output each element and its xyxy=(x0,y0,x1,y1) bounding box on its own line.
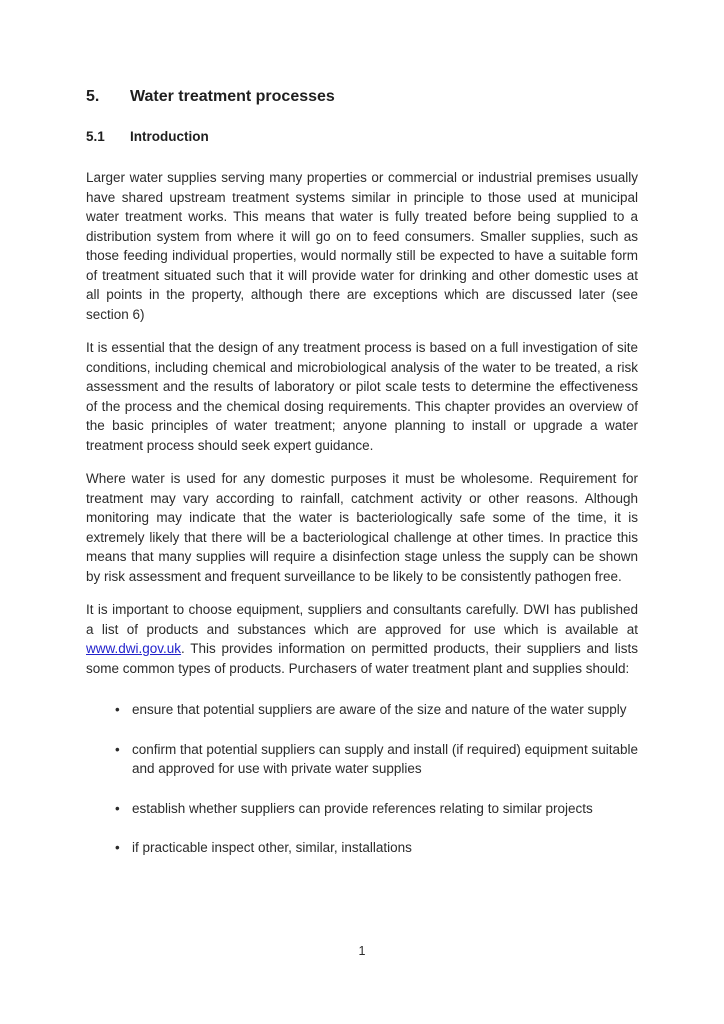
page-number: 1 xyxy=(358,944,366,958)
paragraph-text-after-link: . This provides information on permitted products, their suppliers and lists some common types of products. Purchasers of water treatment plant and supplies should: xyxy=(86,641,638,676)
list-item: • establish whether suppliers can provide references relating to similar projects xyxy=(115,799,638,819)
paragraph-design-investigation: It is essential that the design of any treatment process is based on a full investigation of site conditions, including chemical and microbiological analysis of the water to be treated, a risk assessment and the results of laboratory or pilot scale tests to determine the effectiveness of the process and the chemical dosing requirements. This chapter provides an overview of the basic principles of water treatment; anyone planning to install or upgrade a water treatment process should seek expert guidance. xyxy=(86,340,638,453)
section-title: Water treatment processes xyxy=(130,88,335,105)
section-number: 5. xyxy=(86,88,100,105)
list-item: • if practicable inspect other, similar, installations xyxy=(115,838,638,858)
subsection-heading xyxy=(86,128,638,146)
list-item: • confirm that potential suppliers can supply and install (if required) equipment suitable and approved for use with private water supplies xyxy=(115,740,638,779)
paragraph-wholesome-requirement: Where water is used for any domestic purposes it must be wholesome. Requirement for treatment may vary according to rainfall, catchment activity or other reasons. Although monitoring may indicate that the water is bacteriologically safe some of the time, it is extremely likely that there will be a bacteriological challenge at other times. In practice this means that many supplies will require a disinfection stage unless the supply can be shown by risk assessment and frequent surveillance to be likely to be consistently pathogen free. xyxy=(86,471,638,584)
paragraph-text-before-link: It is important to choose equipment, suppliers and consultants carefully. DWI has published a list of products and substances which are approved for use which is available at xyxy=(86,602,638,637)
supplier-checklist xyxy=(86,700,638,858)
section-heading xyxy=(86,86,638,108)
subsection-title: Introduction xyxy=(130,129,209,144)
list-item: • ensure that potential suppliers are aware of the size and nature of the water supply xyxy=(115,700,638,720)
dwi-website-link[interactable]: www.dwi.gov.uk xyxy=(86,641,182,656)
subsection-number: 5.1 xyxy=(86,129,105,144)
paragraph-equipment-suppliers xyxy=(86,600,638,678)
paragraph-larger-supplies: Larger water supplies serving many properties or commercial or industrial premises usually have shared upstream treatment systems similar in principle to those used at municipal water treatment works. This means that water is fully treated before being supplied to a distribution system from where it will go on to feed consumers. Smaller supplies, such as those feeding individual properties, would normally still be expected to have a suitable form of treatment situated such that it will provide water for drinking and other domestic uses at all points in the property, although there are exceptions which are discussed later (see section 6) xyxy=(86,170,638,322)
